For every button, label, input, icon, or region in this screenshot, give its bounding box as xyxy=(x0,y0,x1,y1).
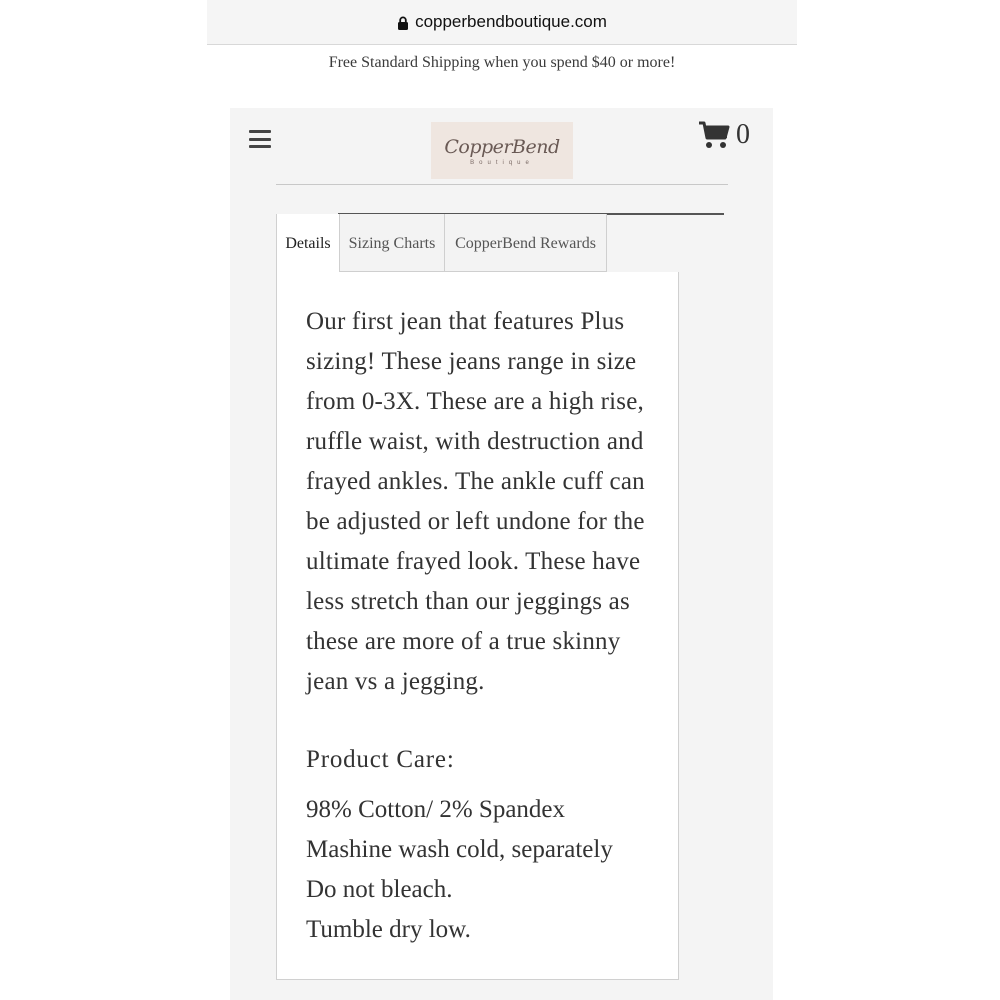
care-item: 98% Cotton/ 2% Spandex xyxy=(306,796,566,823)
cart-button[interactable] xyxy=(698,120,750,150)
product-description: Our first jean that features Plus sizing! These jeans range in size from 0-3X. These are a high rise, ruffle waist, with destruction and frayed ankles. The ankle cuff can be adjusted or left undone for the ultimate frayed look. These have less stretch than our jeggings as these are more of a true skinny jean vs a jegging. xyxy=(306,308,645,695)
product-care-title: Product Care: xyxy=(306,746,455,773)
tab-details[interactable]: Details xyxy=(276,214,339,273)
cut-off-content xyxy=(360,992,620,1000)
product-care-list xyxy=(306,790,613,950)
care-item: Tumble dry low. xyxy=(306,916,471,943)
product-page xyxy=(230,108,773,1000)
shipping-banner: Free Standard Shipping when you spend $40 or more! xyxy=(328,54,676,71)
care-item: Mashine wash cold, separately xyxy=(306,836,613,863)
shopping-cart-icon xyxy=(698,120,730,150)
logo-script-text: CopperBend xyxy=(444,135,560,158)
tab-sizing-charts[interactable]: Sizing Charts xyxy=(339,214,445,272)
hamburger-menu-icon[interactable] xyxy=(249,130,271,150)
logo-subtitle: Boutique xyxy=(470,159,534,166)
url-text: copperbendboutique.com xyxy=(415,12,607,31)
lock-icon xyxy=(397,16,409,30)
cart-count: 0 xyxy=(736,119,750,150)
browser-url-bar[interactable] xyxy=(207,0,797,45)
tab-copperbend-rewards[interactable]: CopperBend Rewards xyxy=(445,214,607,272)
store-logo[interactable] xyxy=(431,122,573,179)
tab-content-details xyxy=(276,272,679,980)
care-item: Do not bleach. xyxy=(306,876,453,903)
header-divider xyxy=(276,184,728,185)
